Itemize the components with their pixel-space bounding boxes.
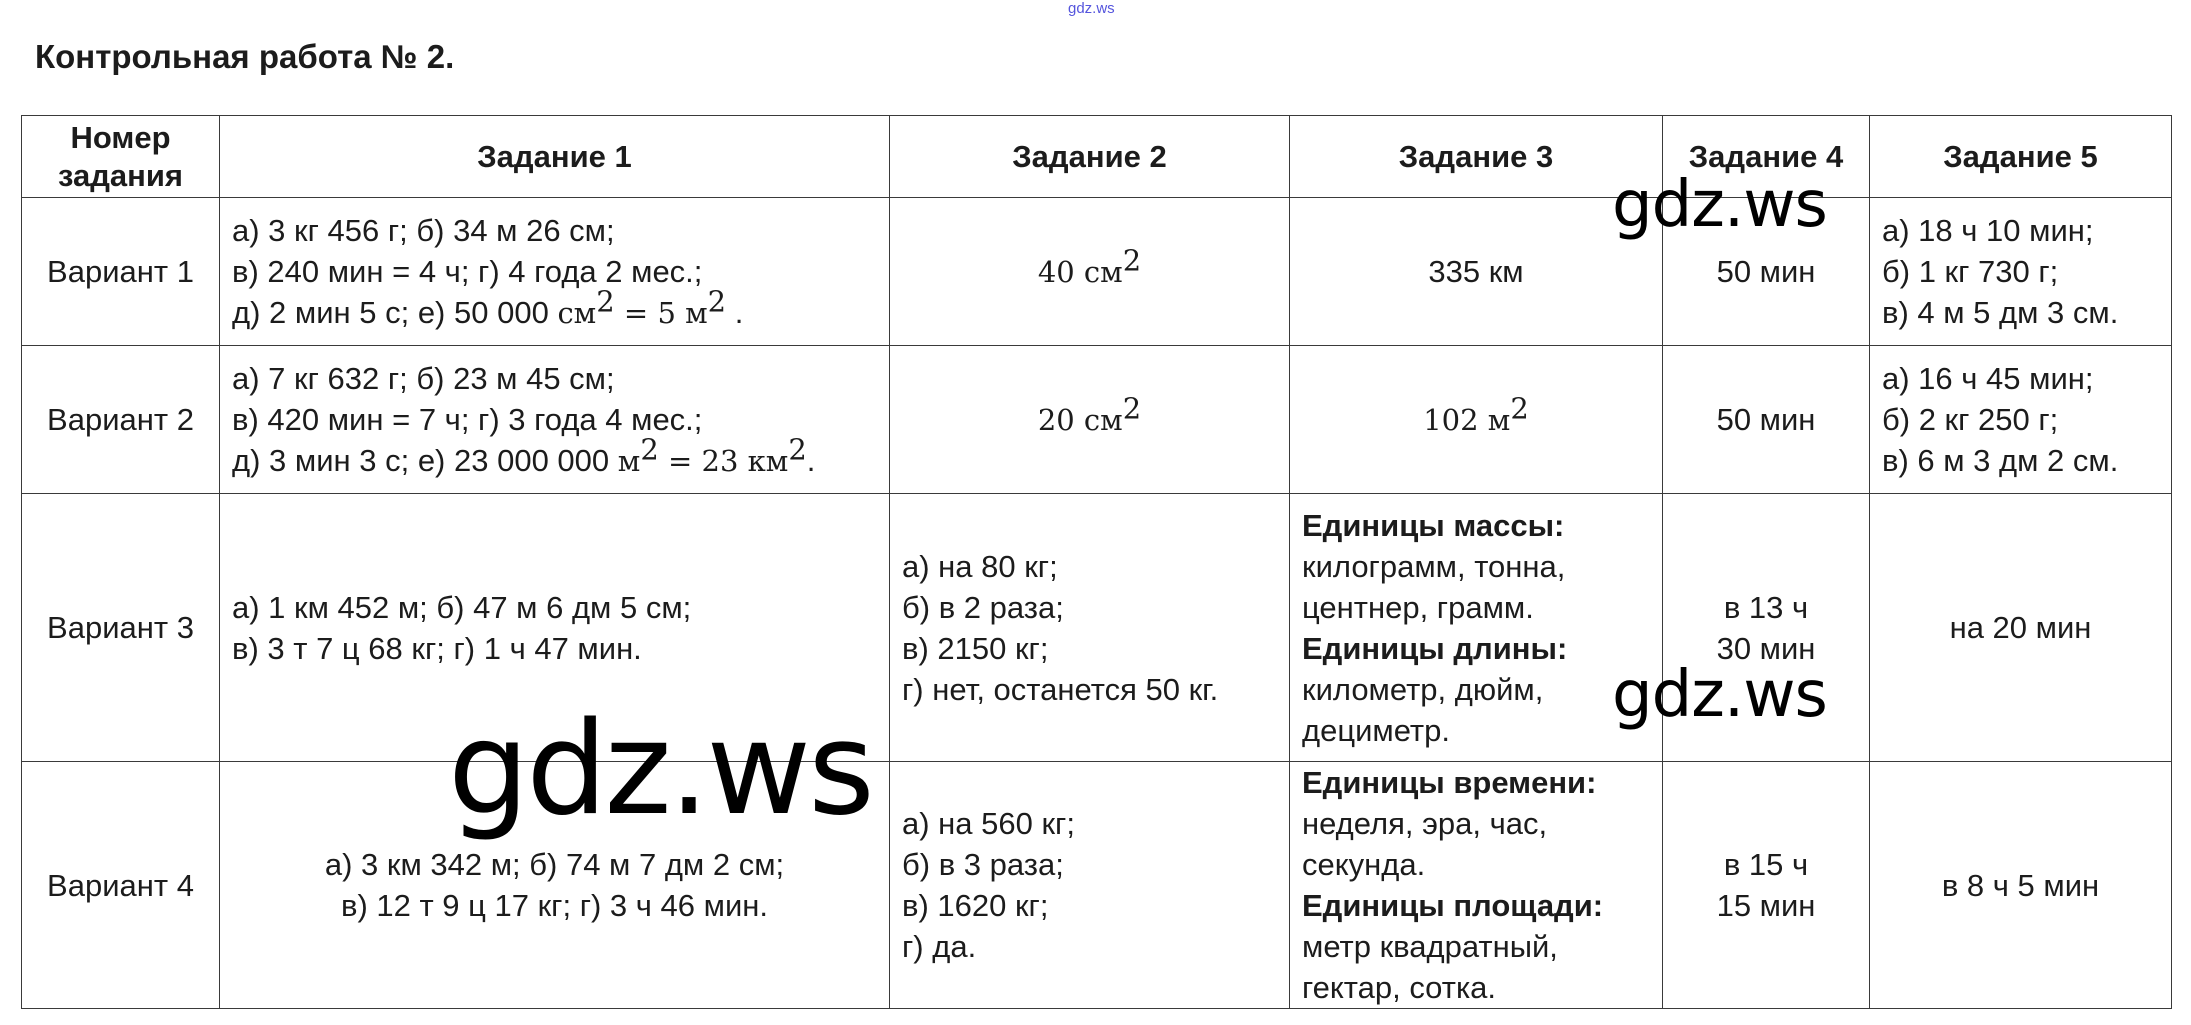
answer-line: метр квадратный,: [1302, 929, 1558, 964]
answer-line: а) 18 ч 10 мин;: [1882, 213, 2094, 248]
task-2-answer: [890, 198, 1290, 346]
task-1-answer: [220, 346, 890, 494]
math-superscript: 2: [640, 432, 659, 467]
category-heading: Единицы площади:: [1302, 888, 1604, 923]
task-3-answer: [1290, 346, 1663, 494]
answer-line: 15 мин: [1716, 888, 1816, 923]
answer-line: а) 3 км 342 м; б) 74 м 7 дм 2 см;: [324, 847, 785, 882]
variant-label: Вариант 4: [22, 762, 220, 1009]
task-2-answer: [890, 346, 1290, 494]
answer-line: а) 7 кг 632 г; б) 23 м 45 см;: [232, 360, 615, 396]
answer-line: а) 1 км 452 м; б) 47 м 6 дм 5 см;: [232, 589, 692, 625]
category-heading: Единицы времени:: [1302, 765, 1597, 800]
answer-line: в) 1620 кг;: [902, 888, 1049, 923]
answer-line: на 20 мин: [1949, 610, 2092, 645]
category-heading: Единицы массы:: [1302, 507, 1565, 543]
answer-line: в) 420 мин = 7 ч; г) 3 года 4 мес.;: [232, 401, 703, 437]
header-task-4: Задание 4: [1663, 116, 1870, 198]
answer-line: а) на 80 кг;: [902, 548, 1058, 584]
math-unit: м: [617, 443, 641, 478]
answer-line: центнер, грамм.: [1302, 589, 1534, 625]
answer-line: а) 3 кг 456 г; б) 34 м 26 см;: [232, 212, 615, 248]
answer-line: б) в 2 раза;: [902, 589, 1064, 625]
answer-line: 30 мин: [1716, 630, 1816, 666]
math-superscript: 2: [707, 284, 727, 319]
answer-line: [232, 284, 877, 334]
task-4-answer: [1663, 762, 1870, 1009]
answer-line: гектар, сотка.: [1302, 970, 1497, 1005]
answer-line: г) нет, останется 50 кг.: [902, 671, 1219, 707]
answer-line: б) в 3 раза;: [902, 847, 1064, 882]
task-4-answer: [1663, 346, 1870, 494]
variant-label: Вариант 2: [22, 346, 220, 494]
header-task-2: Задание 2: [890, 116, 1290, 198]
answer-line-text: д) 2 мин 5 с; е) 50 000: [232, 294, 558, 330]
math-superscript: 2: [1510, 391, 1529, 426]
answer-line: неделя, эра, час,: [1302, 806, 1548, 841]
math-value: 40 см: [1037, 254, 1123, 289]
task-2-answer: [890, 762, 1290, 1009]
header-task-5: Задание 5: [1870, 116, 2172, 198]
answer-line: в 13 ч: [1723, 589, 1809, 625]
answer-line: в) 240 мин = 4 ч; г) 4 года 2 мес.;: [232, 253, 703, 289]
math-superscript: 2: [788, 432, 807, 467]
page-title: Контрольная работа № 2.: [35, 38, 455, 75]
answer-line: в) 3 т 7 ц 68 кг; г) 1 ч 47 мин.: [232, 630, 642, 666]
task-3-answer: 335 км: [1290, 198, 1663, 346]
watermark-logo: gdz.ws: [1612, 168, 1827, 242]
math-superscript: 2: [1122, 243, 1142, 278]
table-row-variant-3: [22, 494, 2172, 762]
top-watermark: gdz.ws: [1068, 0, 1115, 17]
table-row-variant-2: [22, 346, 2172, 494]
math-unit: = 5 м: [614, 295, 708, 330]
answer-line: а) на 560 кг;: [902, 806, 1075, 841]
answer-line: 50 мин: [1716, 254, 1816, 289]
task-5-answer: [1870, 198, 2172, 346]
category-heading: Единицы длины:: [1302, 630, 1568, 666]
answer-line: а) 16 ч 45 мин;: [1882, 361, 2094, 396]
task-5-answer: [1870, 762, 2172, 1009]
task-1-answer: [220, 198, 890, 346]
math-superscript: 2: [596, 284, 615, 319]
table-row-variant-1: [22, 198, 2172, 346]
table-header-row: [22, 116, 2172, 198]
watermark-logo: gdz.ws: [1612, 658, 1827, 732]
answer-line: в 8 ч 5 мин: [1941, 867, 2100, 903]
answer-line: в) 4 м 5 дм 3 см.: [1882, 295, 2119, 330]
answers-table: [21, 115, 2172, 1009]
answer-line: б) 2 кг 250 г;: [1882, 402, 2059, 437]
task-3-answer: [1290, 494, 1663, 762]
answer-line-end: .: [806, 442, 816, 478]
math-superscript: 2: [1122, 391, 1142, 426]
answer-line: секунда.: [1302, 847, 1426, 882]
task-2-answer: [890, 494, 1290, 762]
header-task-3: Задание 3: [1290, 116, 1663, 198]
watermark-logo: gdz.ws: [448, 695, 872, 844]
answer-line-end: .: [726, 294, 744, 330]
header-task-1: Задание 1: [220, 116, 890, 198]
header-line: задания: [57, 157, 184, 193]
answer-line: килограмм, тонна,: [1302, 548, 1566, 584]
math-unit: = 23 км: [658, 443, 789, 478]
answer-line: в) 2150 кг;: [902, 630, 1049, 666]
answer-line: дециметр.: [1302, 712, 1450, 748]
task-5-answer: [1870, 346, 2172, 494]
table-row-variant-4: [22, 762, 2172, 1009]
math-value: 102 м: [1423, 402, 1511, 437]
math-unit: см: [557, 295, 597, 330]
answer-line-text: д) 3 мин 3 с; е) 23 000 000: [232, 442, 618, 478]
math-value: 20 см: [1037, 402, 1123, 437]
answer-line: километр, дюйм,: [1302, 671, 1544, 707]
task-5-answer: [1870, 494, 2172, 762]
answer-line: [232, 432, 877, 482]
task-3-answer: [1290, 762, 1663, 1009]
variant-label: Вариант 1: [22, 198, 220, 346]
variant-label: Вариант 3: [22, 494, 220, 762]
answer-line: в) 6 м 3 дм 2 см.: [1882, 443, 2119, 478]
answer-line: б) 1 кг 730 г;: [1882, 254, 2059, 289]
answer-line: в 15 ч: [1723, 847, 1809, 882]
answer-line: в) 12 т 9 ц 17 кг; г) 3 ч 46 мин.: [340, 888, 769, 923]
header-task-number: [22, 116, 220, 198]
answer-line: г) да.: [902, 929, 977, 964]
header-line: Номер: [70, 119, 171, 155]
answer-line: 50 мин: [1716, 402, 1816, 437]
